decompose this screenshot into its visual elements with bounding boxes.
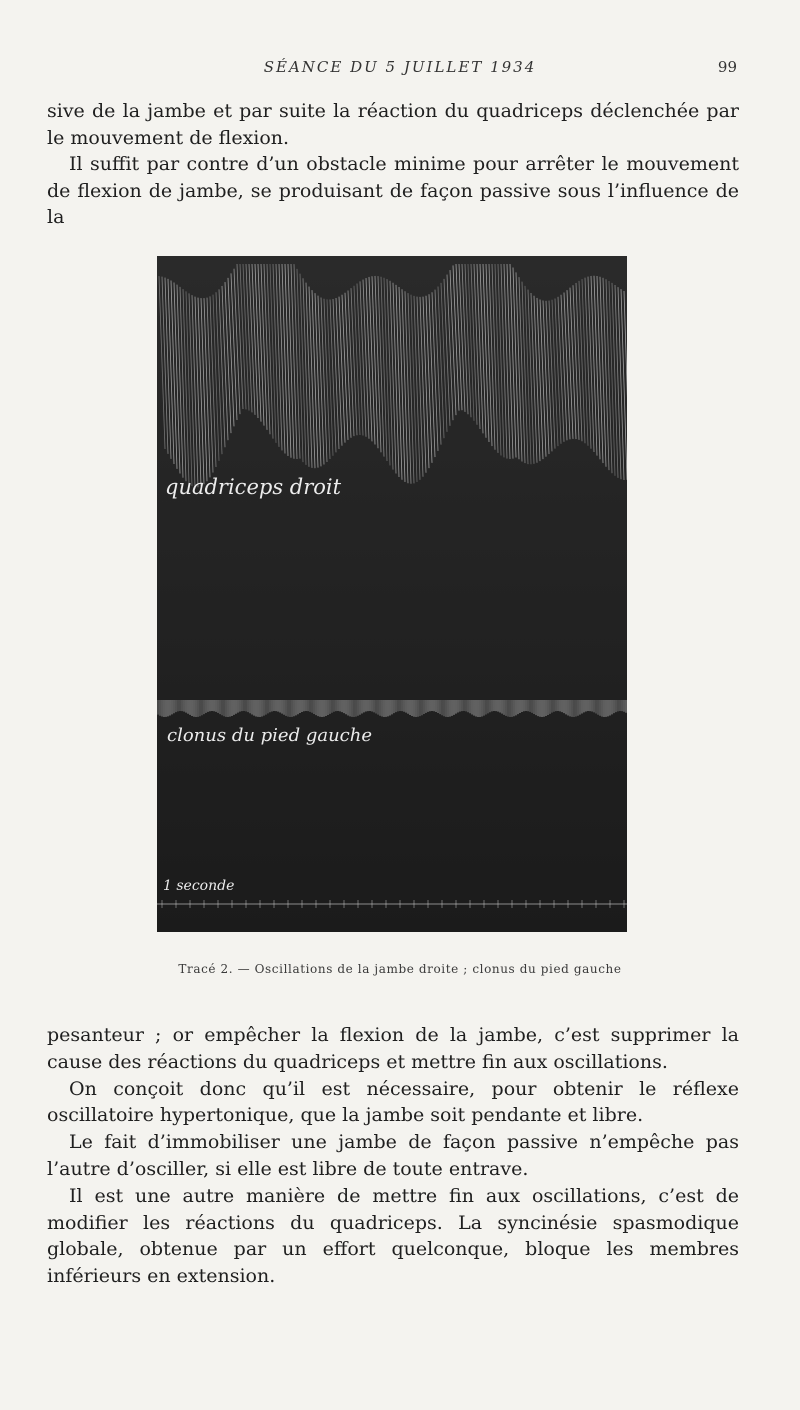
trace-figure xyxy=(157,256,627,932)
trace-label-quadriceps: quadriceps droit xyxy=(165,475,342,499)
trace-label-clonus: clonus du pied gauche xyxy=(167,725,373,746)
paragraph: Il est une autre manière de mettre fin aux oscillations, c’est de modifier les réactions du quadriceps. La syncinésie spasmodique globale, obtenue par un effort quelconque, bloque les membres inférieurs en extension. xyxy=(47,1184,739,1288)
page-number: 99 xyxy=(717,58,737,76)
trace-label-time: 1 seconde xyxy=(163,878,235,894)
body-text-bottom xyxy=(47,1022,739,1290)
body-text-top xyxy=(47,98,739,231)
trace-image xyxy=(157,256,627,932)
running-title: SÉANCE DU 5 JUILLET 1934 xyxy=(263,58,537,76)
paragraph: On conçoit donc qu’il est nécessaire, pour obtenir le réflexe oscillatoire hypertonique, que la jambe soit pendante et libre. xyxy=(47,1077,739,1127)
paragraph: pesanteur ; or empêcher la flexion de la jambe, c’est supprimer la cause des réactions du quadriceps et mettre fin aux oscillations. xyxy=(47,1024,739,1073)
figure-caption: Tracé 2. — Oscillations de la jambe droite ; clonus du pied gauche xyxy=(178,962,622,976)
paragraph: Il suffit par contre d’un obstacle minime pour arrêter le mouvement de flexion de jambe, se produisant de façon passive sous l’influence de la xyxy=(47,153,739,228)
paragraph: Le fait d’immobiliser une jambe de façon passive n’empêche pas l’autre d’osciller, si elle est libre de toute entrave. xyxy=(47,1131,739,1180)
paragraph: sive de la jambe et par suite la réaction du quadriceps déclenchée par le mouvement de flexion. xyxy=(47,100,739,149)
running-head xyxy=(0,58,800,82)
